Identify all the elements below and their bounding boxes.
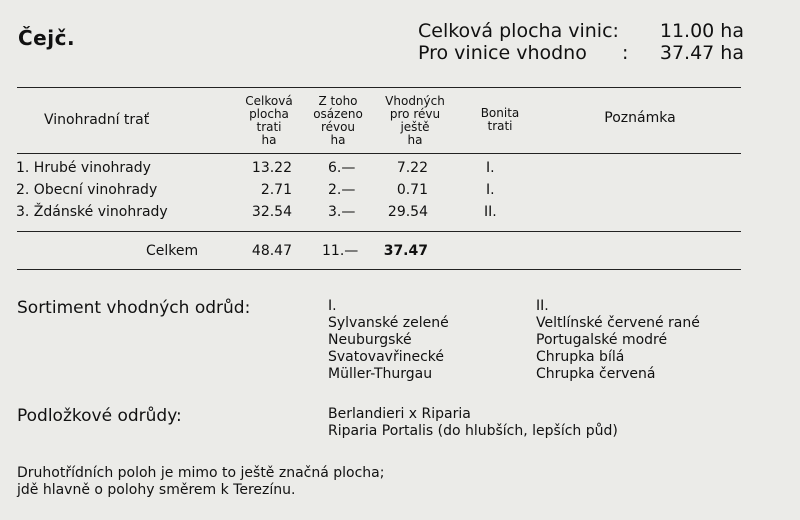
- total-vhodnych: 37.47: [383, 243, 428, 259]
- row-vhodnych: 0.71: [396, 182, 428, 198]
- podlozkove-list: [328, 406, 618, 440]
- row-name: 2. Obecní vinohrady: [16, 182, 158, 198]
- table-bottom-rule: [17, 269, 741, 270]
- list-item: Portugalské modré: [536, 332, 668, 348]
- table-total-rule: [17, 231, 741, 232]
- header-trat: Vinohradní trať: [44, 112, 150, 128]
- total-celkova: 48.47: [251, 243, 292, 259]
- sortiment-col2-heading: II.: [536, 298, 549, 314]
- list-item: Neuburgské: [328, 332, 412, 348]
- list-item: Chrupka červená: [536, 366, 656, 382]
- header-vhodnych: Vhodných pro révu ještě ha: [385, 94, 445, 147]
- podlozkove-label: Podložkové odrůdy:: [17, 406, 182, 426]
- header-bonita: Bonita trati: [480, 106, 520, 133]
- list-item: Sylvanské zelené: [328, 315, 449, 331]
- header-osazeno: Z toho osázeno révou ha: [313, 94, 363, 147]
- row-bonita: II.: [484, 204, 497, 220]
- list-item: Chrupka bílá: [536, 349, 625, 365]
- total-label: Celkem: [146, 243, 199, 259]
- row-osazeno: 6.—: [328, 160, 356, 176]
- row-name: 3. Ždánské vinohrady: [16, 204, 168, 220]
- row-celkova: 32.54: [251, 204, 292, 220]
- row-bonita: I.: [486, 160, 495, 176]
- row-bonita: I.: [486, 182, 495, 198]
- list-item: Riparia Portalis (do hlubších, lepších půd): [328, 423, 618, 439]
- list-item: Müller-Thurgau: [328, 366, 433, 382]
- table-top-rule: [17, 87, 741, 88]
- suitable-area-label: Pro vinice vhodno: [418, 42, 587, 64]
- list-item: Veltlínské červené rané: [536, 315, 700, 331]
- total-vineyard-area-label: Celková plocha vinic:: [418, 20, 619, 42]
- sortiment-label: Sortiment vhodných odrůd:: [17, 298, 251, 318]
- footnote: Druhotřídních poloh je mimo to ještě značná plocha; jdě hlavně o polohy směrem k Terezínu.: [17, 465, 385, 498]
- header-celkova-plocha: Celková plocha trati ha: [245, 94, 293, 147]
- total-osazeno: 11.—: [322, 243, 359, 259]
- row-celkova: 13.22: [251, 160, 292, 176]
- page-title: Čejč.: [18, 26, 76, 50]
- sortiment-column-1: [328, 298, 449, 383]
- header-poznamka: Poznámka: [604, 110, 676, 126]
- row-osazeno: 3.—: [328, 204, 356, 220]
- row-osazeno: 2.—: [328, 182, 356, 198]
- list-item: Berlandieri x Riparia: [328, 406, 471, 422]
- list-item: Svatovavřinecké: [328, 349, 445, 365]
- table-header-rule: [17, 153, 741, 154]
- row-celkova: 2.71: [260, 182, 292, 198]
- sortiment-col1-heading: I.: [328, 298, 337, 314]
- sortiment-column-2: [536, 298, 700, 383]
- row-name: 1. Hrubé vinohrady: [16, 160, 151, 176]
- suitable-area-value: 37.47 ha: [659, 42, 744, 64]
- row-vhodnych: 7.22: [396, 160, 428, 176]
- suitable-area-colon: :: [622, 42, 629, 64]
- total-vineyard-area-value: 11.00 ha: [659, 20, 744, 42]
- row-vhodnych: 29.54: [387, 204, 428, 220]
